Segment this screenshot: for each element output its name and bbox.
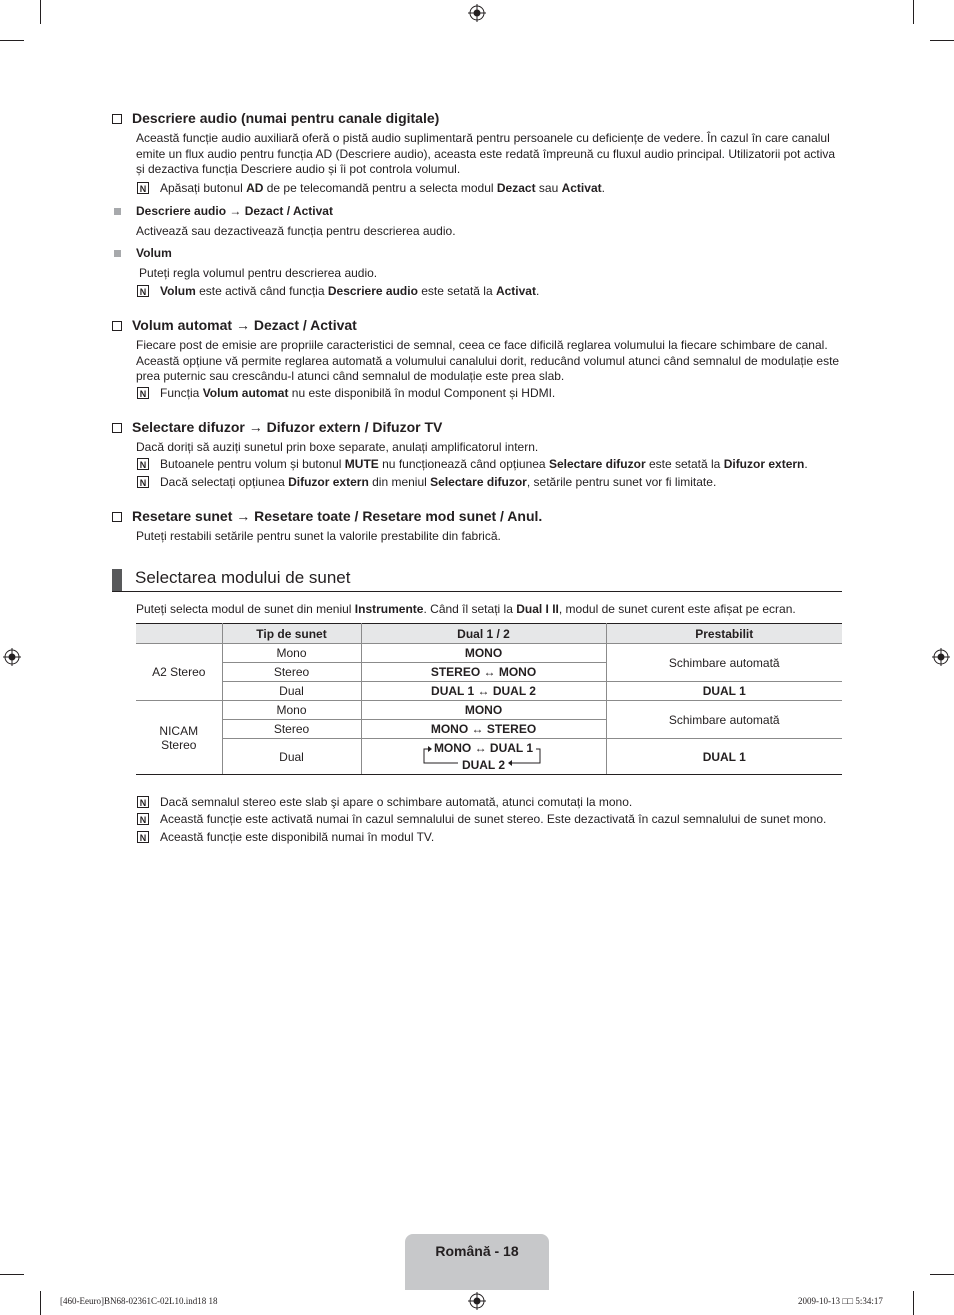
table-cell: Mono bbox=[222, 644, 361, 663]
table-cell: Dual bbox=[222, 739, 361, 775]
checkbox-bullet-icon bbox=[112, 114, 122, 124]
note-icon: N bbox=[137, 813, 149, 825]
table-row bbox=[136, 644, 842, 663]
note-icon: N bbox=[137, 796, 149, 808]
heading-reset-sound: Resetare sunet → Resetare toate / Resetare mod sunet / Anul. bbox=[112, 508, 542, 524]
note-icon: N bbox=[137, 182, 149, 194]
table-cell: MONO ↔ STEREO bbox=[361, 720, 606, 739]
sound-mode-note-2: N Această funcție este activată numai în cazul semnalului de sunet stereo. Este dezactivată în cazul semnalului de sunet mono. bbox=[136, 812, 846, 828]
table-header-cell bbox=[136, 624, 222, 644]
crop-mark bbox=[930, 40, 954, 41]
page-number-tab bbox=[405, 1234, 549, 1290]
speaker-note-2: N Dacă selectați opțiunea Difuzor extern din meniul Selectare difuzor, setările pentru sunet vor fi limitate. bbox=[136, 475, 846, 491]
table-cell: Dual bbox=[222, 682, 361, 701]
reset-body: Puteți restabili setările pentru sunet la valorile prestabilite din fabrică. bbox=[136, 529, 501, 543]
square-bullet-icon bbox=[114, 208, 121, 215]
page-number: Română - 18 bbox=[435, 1243, 519, 1259]
note-icon: N bbox=[137, 831, 149, 843]
sound-mode-note-3: N Această funcție este disponibilă numai în modul TV. bbox=[136, 830, 846, 846]
table-group-label: A2 Stereo bbox=[136, 644, 222, 701]
sound-mode-intro: Puteți selecta modul de sunet din meniul Instrumente. Când îl setați la Dual I II, modul de sunet curent este afișat pe ecran. bbox=[136, 602, 796, 616]
table-cell: Schimbare automată bbox=[606, 701, 842, 739]
table-cell: MONO bbox=[361, 701, 606, 720]
table-cell: MONO bbox=[361, 644, 606, 663]
table-header-cell: Dual 1 / 2 bbox=[361, 624, 606, 644]
checkbox-bullet-icon bbox=[112, 423, 122, 433]
table-cell: STEREO ↔ MONO bbox=[361, 663, 606, 682]
audio-description-note: N Apăsați butonul AD de pe telecomandă pentru a selecta modul Dezact sau Activat. bbox=[136, 181, 846, 197]
section-bar bbox=[112, 569, 122, 591]
heading-auto-volume: Volum automat → Dezact / Activat bbox=[112, 317, 357, 333]
sound-mode-table bbox=[136, 623, 842, 775]
table-header-cell: Prestabilit bbox=[606, 624, 842, 644]
loop-arrow-icon bbox=[422, 745, 546, 769]
registration-mark-icon bbox=[468, 1292, 486, 1310]
sound-mode-note-1: N Dacă semnalul stereo este slab şi apare o schimbare automată, atunci comutați la mono. bbox=[136, 795, 846, 811]
table-cell: Stereo bbox=[222, 663, 361, 682]
registration-mark-icon bbox=[932, 648, 950, 666]
checkbox-bullet-icon bbox=[112, 321, 122, 331]
registration-mark-icon bbox=[468, 4, 486, 22]
crop-mark bbox=[40, 1291, 41, 1315]
table-cell: Stereo bbox=[222, 720, 361, 739]
note-icon: N bbox=[137, 458, 149, 470]
crop-mark bbox=[913, 0, 914, 24]
speaker-note-1: N Butoanele pentru volum și butonul MUTE nu funcționează când opțiunea Selectare difuzor este setată la Difuzor extern. bbox=[136, 457, 846, 473]
dual-loop-line-1: MONO ↔ DUAL 1 bbox=[433, 740, 534, 755]
table-cell: DUAL 1 bbox=[606, 739, 842, 775]
print-slug-right: 2009-10-13 □□ 5:34:17 bbox=[798, 1296, 883, 1306]
table-row bbox=[136, 739, 842, 775]
crop-mark bbox=[913, 1291, 914, 1315]
table-header-cell: Tip de sunet bbox=[222, 624, 361, 644]
registration-mark-icon bbox=[3, 648, 21, 666]
table-cell: Mono bbox=[222, 701, 361, 720]
table-row bbox=[136, 682, 842, 701]
heading-speaker-select: Selectare difuzor → Difuzor extern / Difuzor TV bbox=[112, 419, 442, 435]
audio-description-body: Această funcție audio auxiliară oferă o pistă audio suplimentară pentru persoanele cu deficiențe de vedere. În cazul în care canalul emite un flux audio pentru funcția AD (Descriere audio), aceasta este redată împreună cu fluxul audio principal. Utilizatorii pot activa și dezactiva funcția Descriere audio și îi pot controla volumul. bbox=[136, 131, 836, 176]
dual-loop-line-2: DUAL 2 bbox=[461, 757, 506, 772]
print-slug-left: [460-Eeuro]BN68-02361C-02L10.ind18 18 bbox=[60, 1296, 218, 1306]
crop-mark bbox=[930, 1274, 954, 1275]
note-icon: N bbox=[137, 387, 149, 399]
volume-note: N Volum este activă când funcția Descriere audio este setată la Activat. bbox=[136, 284, 846, 300]
table-group-label: NICAM Stereo bbox=[136, 701, 222, 775]
volume-body: Puteți regla volumul pentru descrierea audio. bbox=[139, 266, 378, 280]
table-cell: DUAL 1 bbox=[606, 682, 842, 701]
heading-audio-description: Descriere audio (numai pentru canale digitale) bbox=[112, 110, 439, 126]
note-icon: N bbox=[137, 285, 149, 297]
note-icon: N bbox=[137, 476, 149, 488]
table-cell-dual-loop bbox=[361, 739, 606, 775]
crop-mark bbox=[0, 1274, 24, 1275]
auto-volume-note: N Funcția Volum automat nu este disponibilă în modul Component și HDMI. bbox=[136, 386, 846, 402]
auto-volume-body: Fiecare post de emisie are propriile caracteristici de semnal, ceea ce face dificilă reglarea volumului la fiecare schimbare de canal. Această opțiune vă permite reglarea automată a volumului canalului dorit, reducând volumul atunci când semnalul de modulație este prea puternic sau crescându-l atunci când semnalul de modulație este prea slab. bbox=[136, 338, 840, 383]
table-cell: DUAL 1 ↔ DUAL 2 bbox=[361, 682, 606, 701]
crop-mark bbox=[0, 40, 24, 41]
speaker-body: Dacă doriți să auziți sunetul prin boxe separate, anulați amplificatorul intern. bbox=[136, 440, 539, 454]
section-rule bbox=[112, 591, 842, 592]
table-row bbox=[136, 701, 842, 720]
table-cell: Schimbare automată bbox=[606, 644, 842, 682]
section-title: Selectarea modului de sunet bbox=[135, 568, 351, 587]
audio-description-toggle-body: Activează sau dezactivează funcția pentru descrierea audio. bbox=[136, 224, 456, 238]
table-header-row bbox=[136, 624, 842, 644]
square-bullet-icon bbox=[114, 250, 121, 257]
crop-mark bbox=[40, 0, 41, 24]
checkbox-bullet-icon bbox=[112, 512, 122, 522]
